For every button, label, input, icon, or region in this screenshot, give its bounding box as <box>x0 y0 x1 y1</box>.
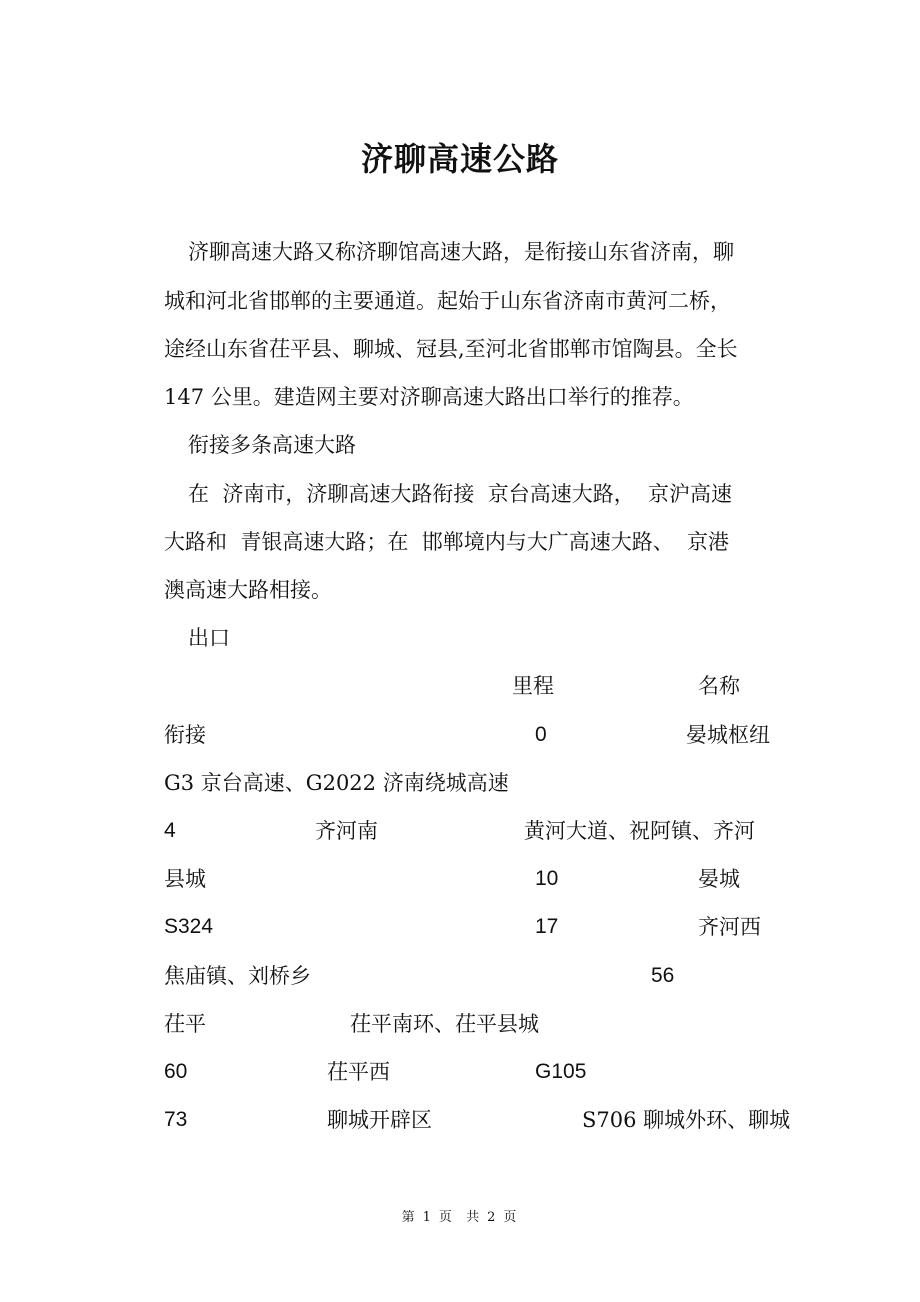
document-title: 济聊高速公路 <box>360 140 559 178</box>
table-cell: 0 <box>535 723 547 746</box>
paragraph-line: 途经山东省茌平县、聊城、冠县,至河北省邯郸市馆陶县。全长 <box>164 337 738 361</box>
table-cell: 聊城开辟区 <box>327 1108 432 1132</box>
paragraph-line: 济聊高速大路又称济聊馆高速大路，是衔接山东省济南，聊 <box>188 240 734 264</box>
table-cell: 焦庙镇、刘桥乡 <box>164 964 311 988</box>
connect-line: 在 济南市，济聊高速大路衔接 京台高速大路， 京沪高速 <box>188 482 733 506</box>
paragraph-line: 147 公里。建造网主要对济聊高速大路出口举行的推荐。 <box>164 385 694 409</box>
table-cell: 茌平 <box>164 1012 206 1036</box>
table-cell: 黄河大道、祝阿镇、齐河 <box>524 819 755 843</box>
table-cell: 衔接 <box>164 723 206 747</box>
connect-line: 大路和 青银高速大路；在 邯郸境内与大广高速大路、 京港 <box>164 530 730 554</box>
table-cell: 齐河西 <box>698 915 761 939</box>
table-cell: 73 <box>164 1108 188 1131</box>
table-cell: 56 <box>651 964 675 987</box>
page-footer <box>0 1206 920 1225</box>
section-heading-connect: 衔接多条高速大路 <box>188 433 356 457</box>
header-name: 名称 <box>698 674 740 698</box>
table-cell: G3 京台高速、G2022 济南绕城高速 <box>164 771 509 795</box>
footer-prefix: 第 <box>401 1210 417 1225</box>
header-mileage: 里程 <box>512 674 554 698</box>
footer-suffix: 页 <box>503 1210 519 1225</box>
table-cell: 17 <box>535 915 559 938</box>
footer-mid: 页 共 <box>438 1210 482 1225</box>
footer-total-pages: 2 <box>487 1210 498 1225</box>
table-cell: S324 <box>164 915 214 938</box>
table-cell: G105 <box>535 1060 587 1083</box>
footer-page-number: 1 <box>422 1210 433 1225</box>
table-cell: 4 <box>164 819 176 842</box>
table-cell: 60 <box>164 1060 188 1083</box>
section-heading-exit: 出口 <box>188 626 230 650</box>
table-cell: 县城 <box>164 867 206 891</box>
table-cell: 茌平南环、茌平县城 <box>350 1012 539 1036</box>
table-cell: S706 聊城外环、聊城 <box>582 1108 791 1132</box>
table-cell: 晏城 <box>698 867 740 891</box>
paragraph-line: 城和河北省邯郸的主要通道。起始于山东省济南市黄河二桥， <box>164 289 731 313</box>
table-cell: 晏城枢纽 <box>686 723 770 747</box>
connect-line: 澳高速大路相接。 <box>164 578 332 602</box>
table-cell: 10 <box>535 867 559 890</box>
table-cell: 齐河南 <box>315 819 378 843</box>
table-cell: 茌平西 <box>327 1060 390 1084</box>
